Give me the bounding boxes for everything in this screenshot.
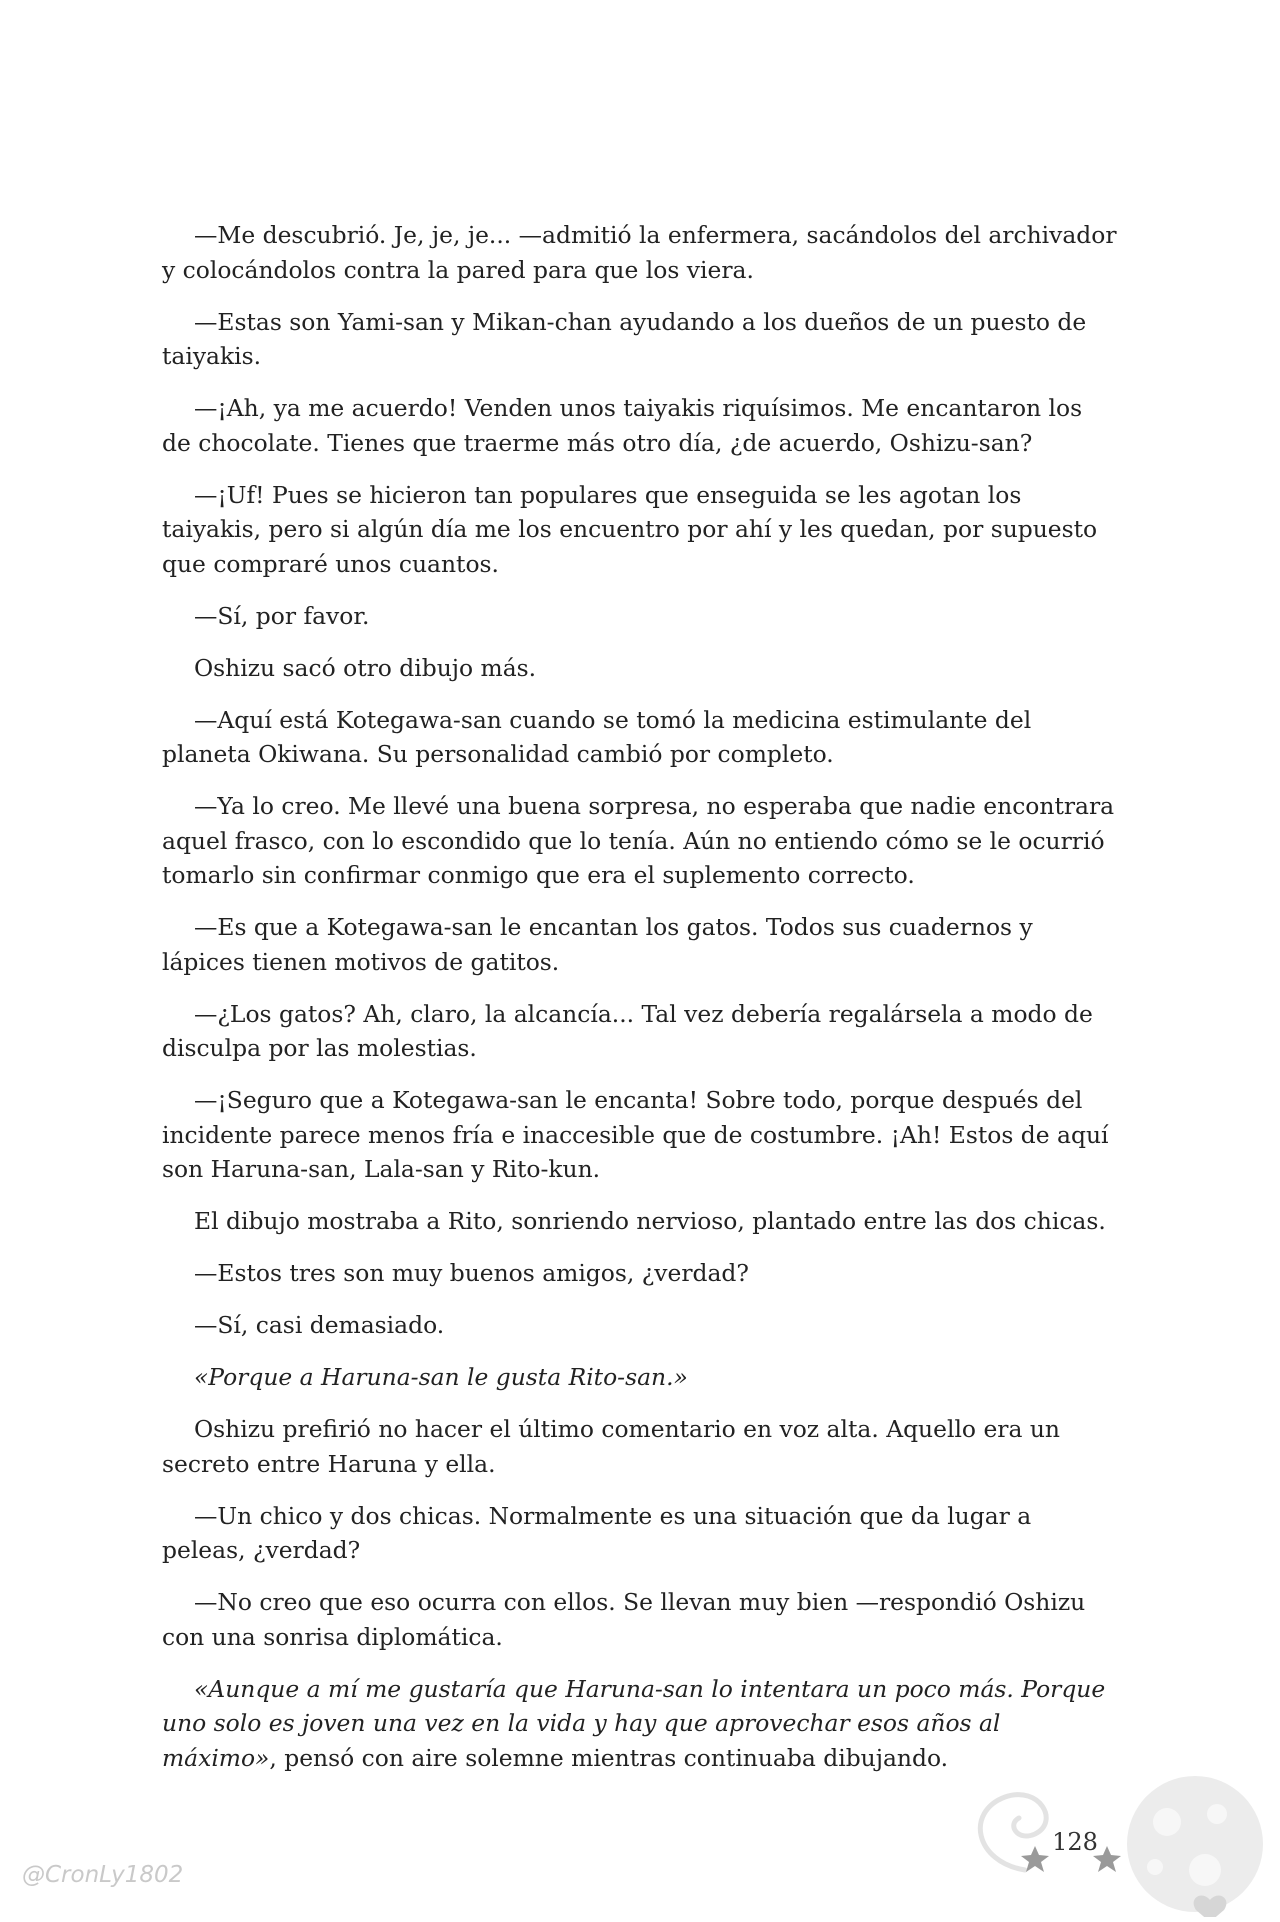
paragraph: —¡Ah, ya me acuerdo! Venden unos taiyakis riquísimos. Me encantaron los de chocolate. Tienes que traerme más otro día, ¿de acuerdo, Oshizu-san? [162, 394, 1083, 457]
paragraph: —Estas son Yami-san y Mikan-chan ayudando a los dueños de un puesto de taiyakis. [162, 307, 1087, 370]
paragraph: —¡Seguro que a Kotegawa-san le encanta! Sobre todo, porque después del incidente parece menos fría e inaccesible que de costumbre. ¡Ah! Estos de aquí son Haruna-san, Lala-san y Rito-kun. [162, 1086, 1109, 1183]
corner-decoration [955, 1752, 1273, 1917]
paragraph: —¿Los gatos? Ah, claro, la alcancía... Tal vez debería regalársela a modo de disculpa por las molestias. [162, 999, 1093, 1062]
italic-thought-text: «Aunque a mí me gustaría que Haruna-san lo intentara un poco más. Porque uno solo es joven una vez en la vida y hay que aprovechar esos años al máximo» [162, 1674, 1106, 1772]
paragraph: —Me descubrió. Je, je, je... —admitió la enfermera, sacándolos del archivador y colocándolos contra la pared para que los viera. [162, 221, 1117, 284]
paragraph: —Aquí está Kotegawa-san cuando se tomó la medicina estimulante del planeta Okiwana. Su personalidad cambió por completo. [162, 705, 1032, 768]
paragraph: —Estos tres son muy buenos amigos, ¿verdad? [194, 1259, 749, 1287]
paragraph: —Es que a Kotegawa-san le encantan los gatos. Todos sus cuadernos y lápices tienen motivos de gatitos. [162, 913, 1033, 976]
paragraph: —No creo que eso ocurra con ellos. Se llevan muy bien —respondió Oshizu con una sonrisa diplomática. [162, 1588, 1086, 1651]
moon-ornament [1127, 1776, 1263, 1912]
paragraph: —Sí, por favor. [194, 601, 370, 630]
italic-thought: «Porque a Haruna-san le gusta Rito-san.» [194, 1363, 688, 1391]
paragraph: Oshizu sacó otro dibujo más. [194, 653, 537, 682]
paragraph: El dibujo mostraba a Rito, sonriendo nervioso, plantado entre las dos chicas. [194, 1207, 1106, 1235]
paragraph: —¡Uf! Pues se hicieron tan populares que enseguida se les agotan los taiyakis, pero si algún día me los encuentro por ahí y les quedan, por supuesto que compraré unos cuantos. [162, 480, 1098, 578]
page-body [162, 218, 1117, 1793]
watermark: @CronLy1802 [22, 1862, 184, 1888]
narration-text: , pensó con aire solemne mientras continuaba dibujando. [269, 1743, 949, 1772]
paragraph: —Sí, casi demasiado. [194, 1311, 445, 1339]
paragraph: Oshizu prefirió no hacer el último comentario en voz alta. Aquello era un secreto entre Haruna y ella. [162, 1415, 1060, 1478]
page-number: 128 [1052, 1828, 1098, 1856]
paragraph: —Un chico y dos chicas. Normalmente es una situación que da lugar a peleas, ¿verdad? [162, 1501, 1032, 1564]
paragraph: —Ya lo creo. Me llevé una buena sorpresa, no esperaba que nadie encontrara aquel frasco, con lo escondido que lo tenía. Aún no entiendo cómo se le ocurrió tomarlo sin confirmar conmigo que era el suplemento correcto. [162, 792, 1115, 889]
